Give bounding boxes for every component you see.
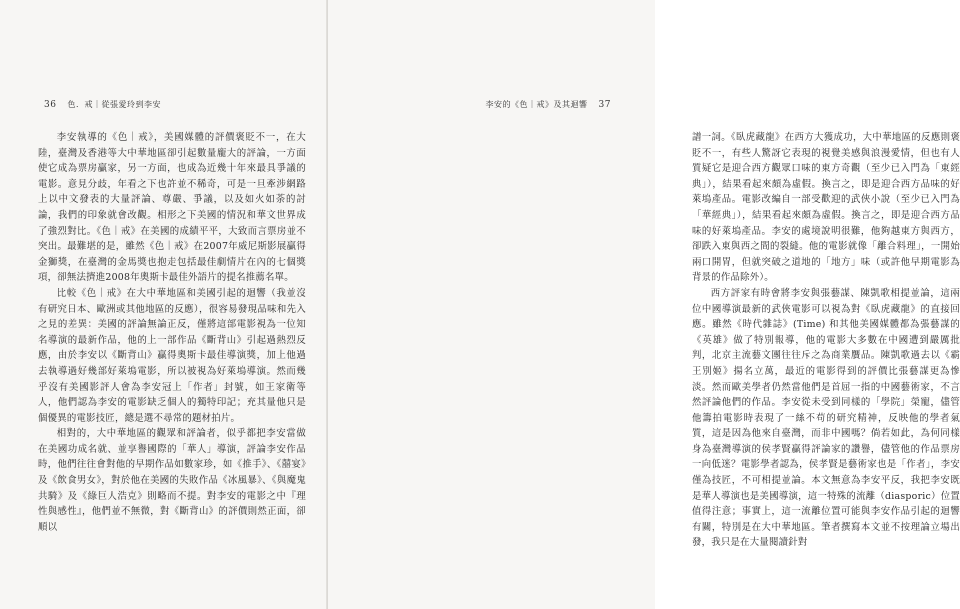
right-paragraph-2: 西方評家有時會將李安與張藝謀、陳凱歌相提並論，這兩位中國導演最新的武俠電影可以視為對《臥虎藏龍》的直接回應。雖然《時代雜誌》(Time) 和其他美國媒體都為張藝謀的《英雄》做了特別報導，他的電影大多數在中國遭到嚴厲批判，北京主流藝文團往往斥之為商業贋品。陳凱歌過去以《霸王別姬》揚名立萬，最近的電影得到的評價比張藝謀更為慘淡。然而歐美學者仍然當他們是首屈一指的中國藝術家，不言然評論他們的作品。李安從未受到同樣的「學院」榮寵，儘管他籌拍電影時表現了一絲不苟的研究精神，反映他的學者氣質，這是因為他來自臺灣，而非中國嗎？倘若如此，為何同樣身為臺灣導演的侯孝賢贏得評論家的讚譽，儘管他的作品票房一向低迷？電影學者認為，侯孝賢是藝術家也是「作者」，李安僅為技匠，不可相提並論。本文無意為李安平反，我把李安既是華人導演也是美國導演，這一特殊的流離（diasporic）位置值得注意；事實上，這一流離位置可能與李安作品引起的迴響有關，特別是在大中華地區。筆者撰寫本文並不按理論立場出發，我只是在大量閱讀針對 bbox=[692, 287, 960, 549]
right-body-text bbox=[692, 130, 960, 551]
left-page bbox=[0, 0, 327, 609]
left-page-number: 36 bbox=[44, 100, 57, 110]
left-paragraph-2: 比較《色｜戒》在大中華地區和美國引起的迴響（我並沒有研究日本、歐洲或其他地區的反應），很容易發現品味和先入之見的差異：美國的評論無論正反，僅將這部電影視為一位知名導演的最新作品，他的上一部作品《斷背山》引起過熱烈反應，由於李安以《斷背山》贏得奧斯卡最佳導演獎，加上他過去執導過好幾部好萊塢電影，所以被視為好萊塢導演。然而幾乎沒有美國影評人會為李安冠上「作者」封號，如王家衛等人，他們認為李安的電影缺乏個人的獨特印記；充其量他只是個優異的電影技匠，總是選不尋常的題材拍片。 bbox=[38, 287, 306, 424]
right-running-head bbox=[486, 99, 620, 110]
right-page bbox=[328, 0, 960, 609]
left-running-head bbox=[36, 99, 161, 110]
right-running-head-title: 李安的《色｜戒》及其迴響 bbox=[485, 100, 588, 109]
left-paragraph-1: 李安執導的《色｜戒》，美國媒體的評價褒貶不一，在大陸，臺灣及香港等大中華地區卻引起數量龐大的評論，一方面使它成為票房贏家，另一方面，也成為近幾十年來最具爭議的電影。意見分歧，年看之下也許並不稀奇，可是一旦牽涉網路上以中文發表的大量評論、尊嚴、爭議，以及如火如荼的討論，我們的印象就會改觀。相形之下美國的情況和華文世界成了強烈對比。《色｜戒》在美國的成績平平，大致而言票房並不突出。最難堪的是，雖然《色｜戒》在2007年威尼斯影展贏得金獅獎，在臺灣的金馬獎也抱走包括最佳劇情片在內的七個獎項，卻無法擠進2008年奧斯卡最佳外語片的提名推薦名單。 bbox=[38, 132, 306, 284]
left-paragraph-3: 相對的，大中華地區的觀眾和評論者，似乎都把李安當做在美國功成名就、並享譽國際的「華人」導演，評論李安作品時，他們往往會對他的早期作品如數家珍，如《推手》、《囍宴》及《飲食男女》，對於他在美國的失敗作品《冰風暴》、《與魔鬼共騎》及《綠巨人浩克》則略而不提。對李安的電影之中『理性與感性』，他們並不無微，對《斷背山》的評價則然正面，卻順以 bbox=[38, 428, 306, 533]
left-body-text bbox=[38, 130, 306, 535]
right-paragraph-1: 譜一詞。《臥虎藏龍》在西方大獲成功，大中華地區的反應則褒貶不一，有些人驚訝它表現的視覺美感與浪漫愛情，但也有人質疑它是迎合西方觀眾口味的東方奇觀（至少已入門為「東經典」），結果看起來頗為虛假。換言之，即是迎合西方品味的好萊塢產品。電影改編自一部受歡迎的武俠小說（至少已入門為「華經典」），結果看起來頗為虛假。換言之，即是迎合西方品味的好萊塢產品。李安的處境說明很難，他夠越東方與西方，卻跌入東與西之間的裂縫。他的電影就像「離合料理」，一開始兩口開胃，但就突破之道地的「地方」味（或許他早期電影為背景的作品除外）。 bbox=[692, 132, 960, 284]
right-page-number: 37 bbox=[598, 100, 611, 110]
left-running-head-title: 色．戒｜從張愛玲到李安 bbox=[67, 100, 161, 109]
